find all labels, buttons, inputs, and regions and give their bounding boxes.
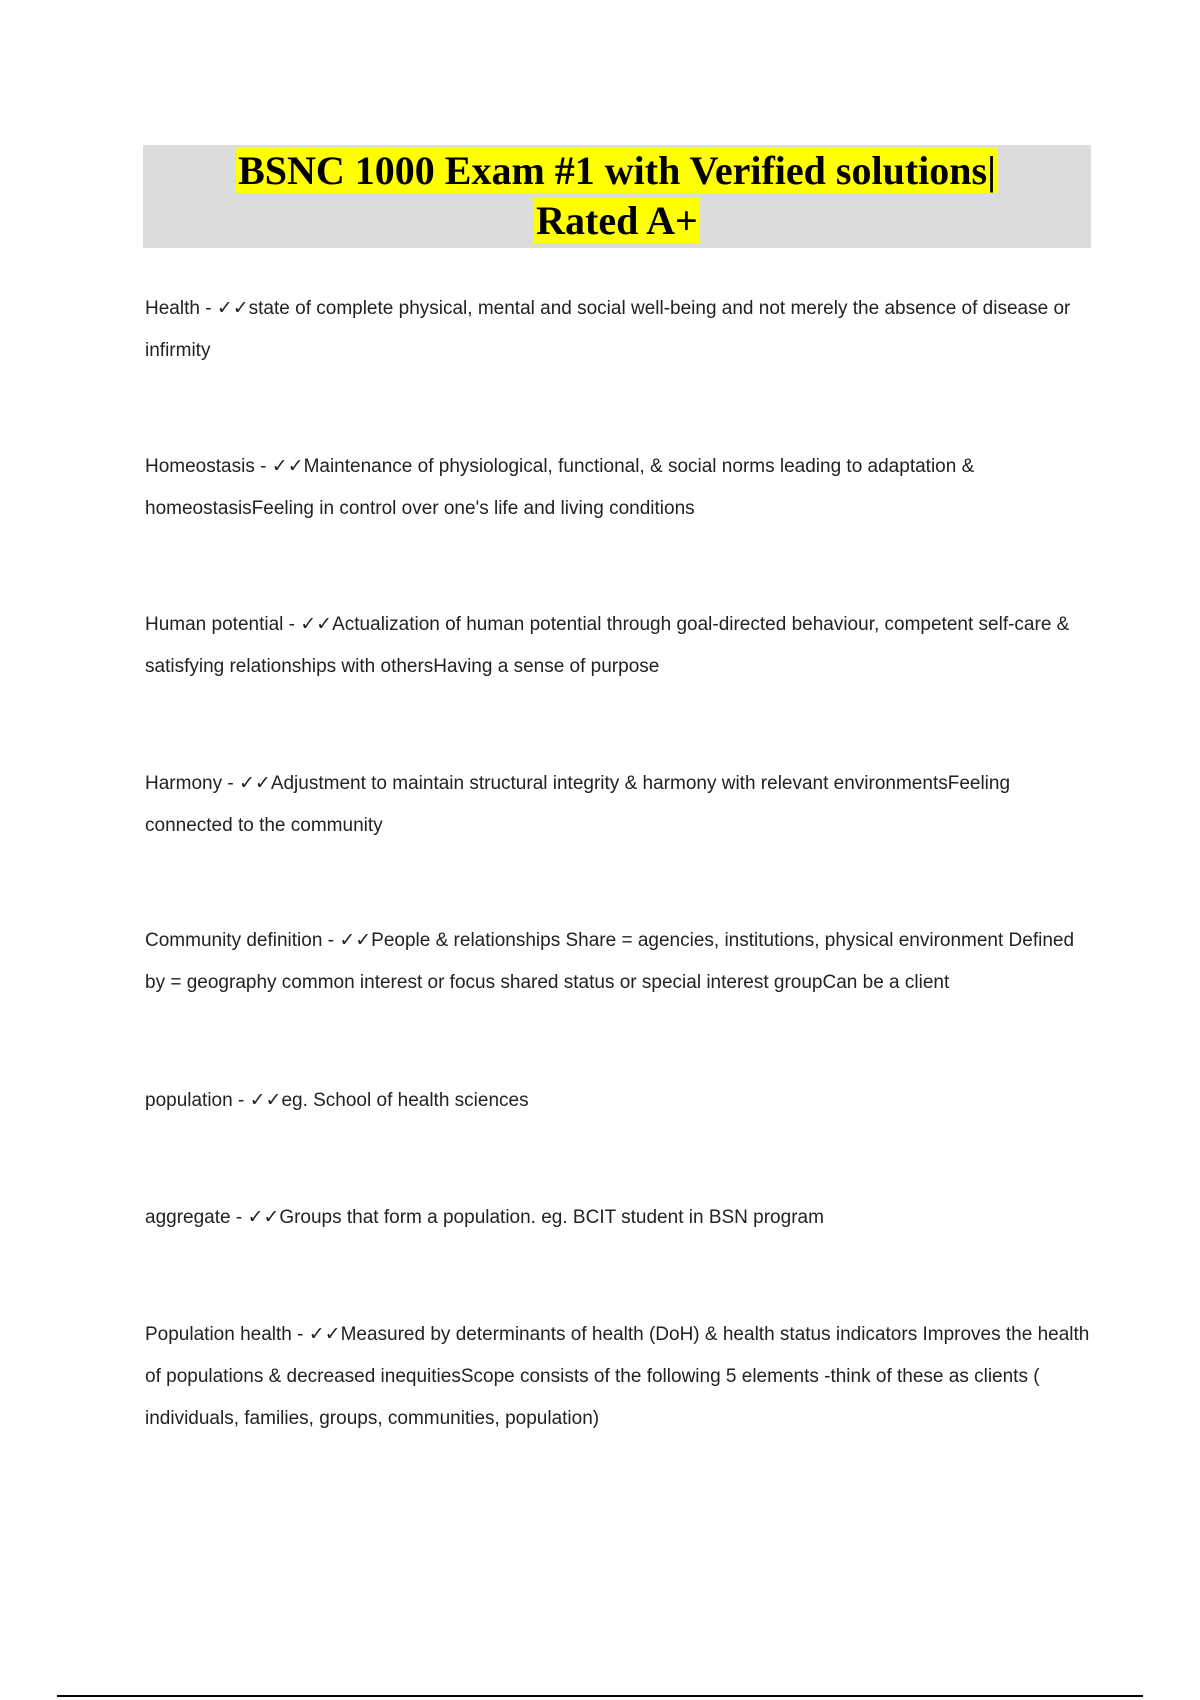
check-mark-icon: ✓✓ <box>339 930 372 951</box>
entry-definition: Actualization of human potential through goal-directed behaviour, competent self-care & satisfying relationships with othersHaving a sense of purpose <box>145 614 1070 677</box>
entry-definition: state of complete physical, mental and social well-being and not merely the absence of disease or infirmity <box>145 298 1071 361</box>
entry-term: aggregate <box>145 1207 231 1228</box>
title-banner <box>143 145 1091 248</box>
entry-definition: Measured by determinants of health (DoH) & health status indicators Improves the health of populations & decreased inequitiesScope consists of the following 5 elements -think of these as clients ( individuals, families, groups, communities, population) <box>145 1324 1090 1429</box>
entry-term: Human potential <box>145 614 284 635</box>
check-mark-icon: ✓✓ <box>238 773 271 794</box>
entry-definition: eg. School of health sciences <box>281 1090 529 1111</box>
entry-separator: - <box>322 930 340 951</box>
check-mark-icon: ✓✓ <box>216 298 249 319</box>
entry-population-health <box>145 1314 1095 1440</box>
entry-human-potential <box>145 604 1095 688</box>
entry-term: Health <box>145 298 200 319</box>
entry-separator: - <box>199 298 217 319</box>
check-mark-icon: ✓✓ <box>308 1324 341 1345</box>
check-mark-icon: ✓✓ <box>271 456 304 477</box>
entry-separator: - <box>222 773 239 794</box>
entry-community-definition <box>145 920 1095 1004</box>
footer-divider <box>57 1695 1143 1697</box>
entry-definition: Adjustment to maintain structural integrity & harmony with relevant environmentsFeeling connected to the community <box>145 773 1011 836</box>
entry-separator: - <box>254 456 272 477</box>
entry-definition: People & relationships Share = agencies, institutions, physical environment Defined by = geography common interest or focus shared status or special interest groupCan be a client <box>145 930 1075 993</box>
check-mark-icon: ✓✓ <box>247 1207 280 1228</box>
entry-population <box>145 1080 1095 1122</box>
entry-definition: Groups that form a population. eg. BCIT student in BSN program <box>279 1207 824 1228</box>
entry-term: Population health <box>145 1324 292 1345</box>
title-line-1 <box>143 147 1091 195</box>
entry-definition: Maintenance of physiological, functional, & social norms leading to adaptation & homeostasisFeeling in control over one's life and living conditions <box>145 456 975 519</box>
entry-separator: - <box>291 1324 309 1345</box>
entry-aggregate <box>145 1197 1095 1239</box>
entry-health <box>145 288 1095 372</box>
title-text-1: BSNC 1000 Exam #1 with Verified solutions| <box>238 148 996 193</box>
entry-separator: - <box>230 1207 248 1228</box>
check-mark-icon: ✓✓ <box>249 1090 282 1111</box>
entry-separator: - <box>232 1090 250 1111</box>
title-text-2: Rated A+ <box>536 198 698 243</box>
entry-term: Harmony <box>145 773 223 794</box>
entry-term: population <box>145 1090 233 1111</box>
entry-separator: - <box>283 614 301 635</box>
title-line-2 <box>143 197 1091 245</box>
entry-term: Community definition <box>145 930 323 951</box>
check-mark-icon: ✓✓ <box>300 614 333 635</box>
entry-term: Homeostasis <box>145 456 255 477</box>
entry-harmony <box>145 763 1095 847</box>
entry-homeostasis <box>145 446 1095 530</box>
